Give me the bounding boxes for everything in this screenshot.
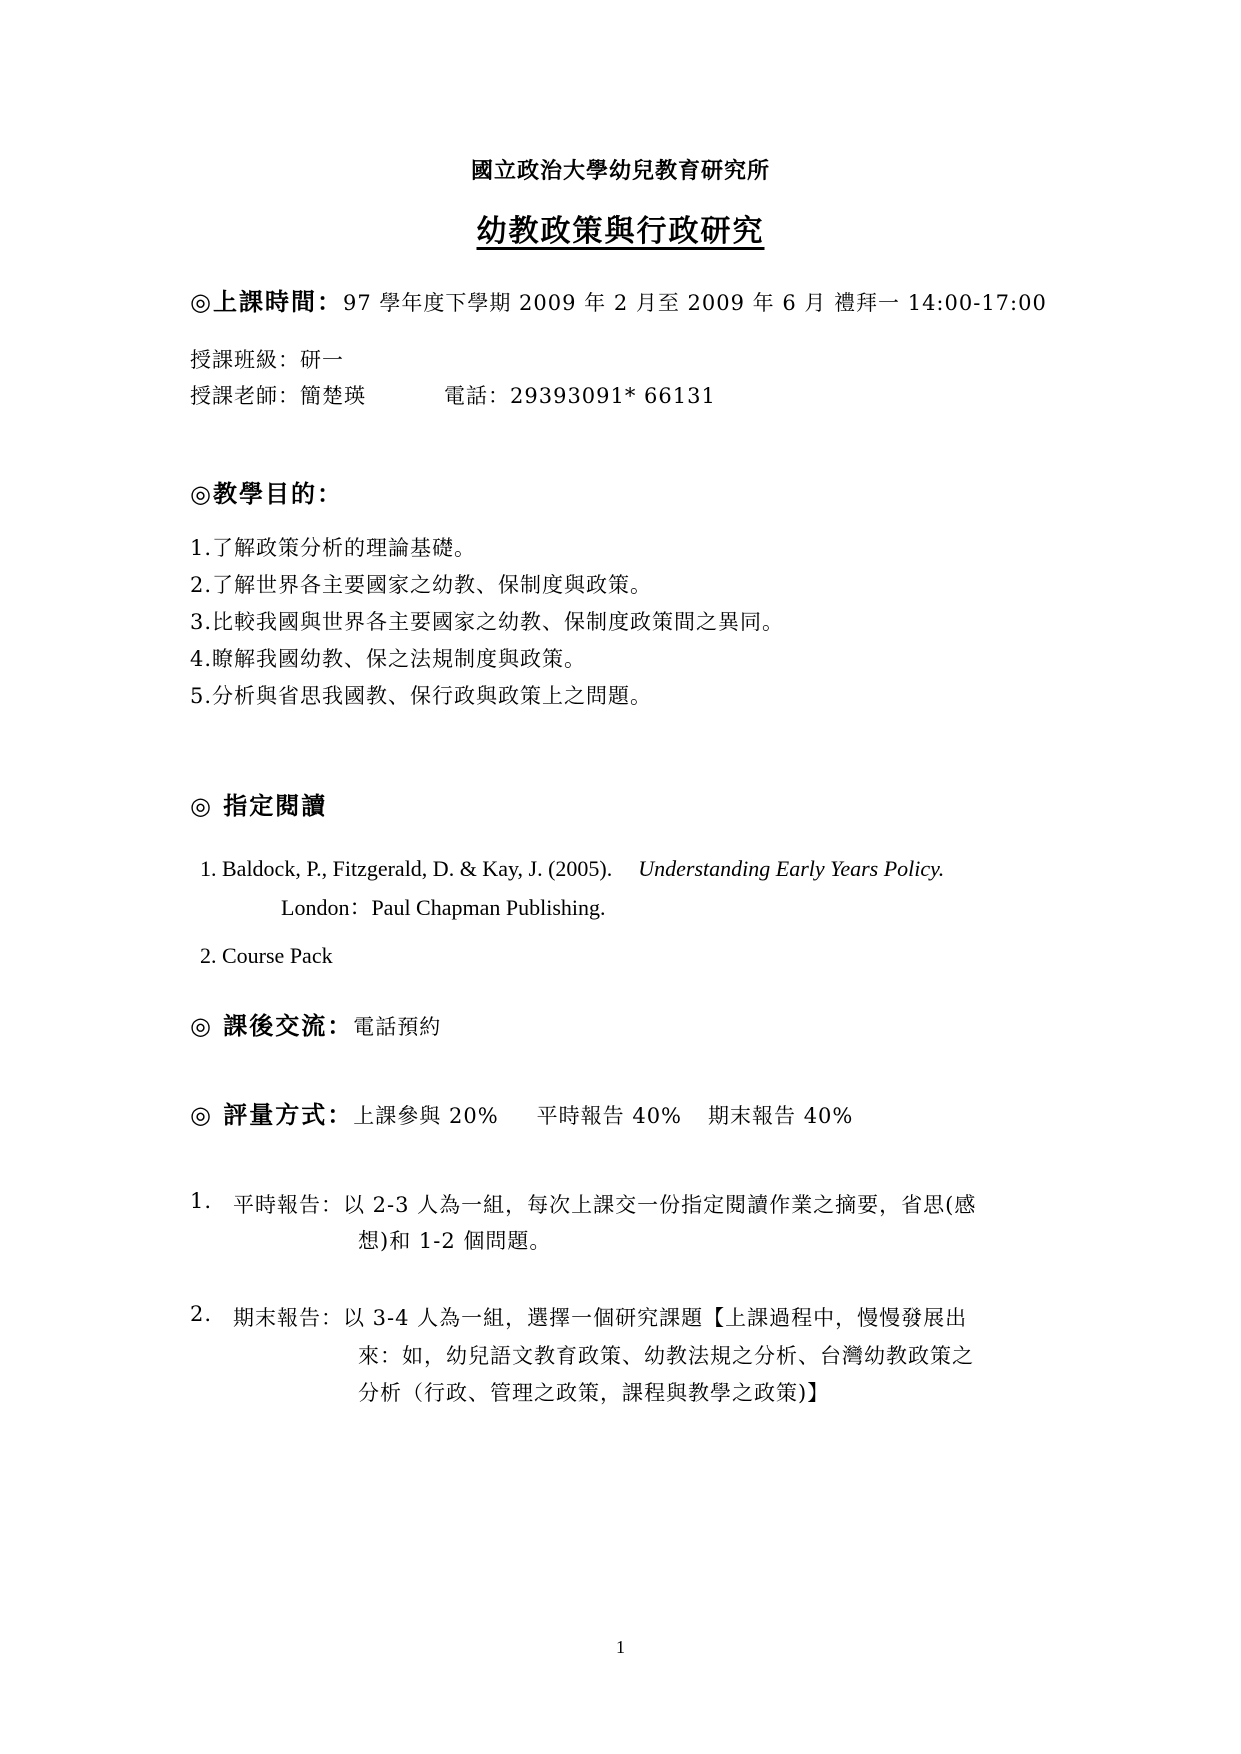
institute-name: 國立政治大學幼兒教育研究所 bbox=[470, 158, 770, 184]
grading-final-report: 期末報告 40% bbox=[708, 1104, 854, 1128]
class-line: 授課班級：研一 bbox=[190, 348, 344, 372]
grading-heading: ◎ 評量方式： bbox=[190, 1100, 354, 1129]
readings-heading: ◎ 指定閱讀 bbox=[190, 791, 328, 820]
page-number: 1 bbox=[616, 1637, 625, 1657]
teacher-line: 授課老師：簡楚瑛 bbox=[190, 384, 366, 408]
report-2-line: 分析（行政、管理之政策，課程與教學之政策)】 bbox=[358, 1381, 830, 1405]
schedule-section bbox=[190, 282, 1047, 317]
exchange-heading: ◎ 課後交流： bbox=[190, 1011, 354, 1040]
grading-participation: 上課參與 20% bbox=[353, 1104, 499, 1128]
report-1-line: 平時報告：以 2-3 人為一組，每次上課交一份指定閱讀作業之摘要，省思(感 bbox=[233, 1193, 977, 1217]
report-2-line: 期末報告：以 3-4 人為一組，選擇一個研究課題【上課過程中，慢慢發展出 bbox=[233, 1306, 968, 1330]
report-1-number: 1. bbox=[190, 1189, 213, 1213]
report-2-number: 2. bbox=[190, 1302, 213, 1326]
objective-item: 4.瞭解我國幼教、保之法規制度與政策。 bbox=[190, 647, 587, 671]
reference-1-title: Understanding Early Years Policy. bbox=[638, 856, 945, 881]
reference-1-publisher: London：Paul Chapman Publishing. bbox=[281, 895, 606, 920]
exchange-section bbox=[190, 1006, 441, 1041]
objective-item: 2.了解世界各主要國家之幼教、保制度與政策。 bbox=[190, 573, 653, 597]
objective-item: 3.比較我國與世界各主要國家之幼教、保制度政策間之異同。 bbox=[190, 610, 785, 634]
objective-item: 1.了解政策分析的理論基礎。 bbox=[190, 536, 477, 560]
course-title bbox=[0, 206, 1241, 250]
objectives-heading: ◎教學目的： bbox=[190, 479, 343, 508]
reference-1-authors: 1. Baldock, P., Fitzgerald, D. & Kay, J. (2005). bbox=[200, 856, 613, 881]
report-1-line: 想)和 1-2 個問題。 bbox=[358, 1229, 552, 1253]
grading-section bbox=[190, 1095, 853, 1130]
report-2-line: 來：如，幼兒語文教育政策、幼教法規之分析、台灣幼教政策之 bbox=[358, 1344, 974, 1368]
exchange-value: 電話預約 bbox=[353, 1015, 442, 1039]
phone-line: 電話：29393091* 66131 bbox=[444, 384, 716, 408]
grading-regular-report: 平時報告 40% bbox=[536, 1104, 683, 1128]
objective-item: 5.分析與省思我國教、保行政與政策上之問題。 bbox=[190, 684, 653, 708]
reference-1 bbox=[200, 856, 944, 882]
schedule-value: 97 學年度下學期 2009 年 2 月至 2009 年 6 月 禮拜一 14:00-17:00 bbox=[342, 291, 1047, 315]
schedule-heading: ◎上課時間： bbox=[190, 287, 343, 316]
reference-2: 2. Course Pack bbox=[200, 943, 333, 968]
course-title-text: 幼教政策與行政研究 bbox=[476, 214, 765, 249]
